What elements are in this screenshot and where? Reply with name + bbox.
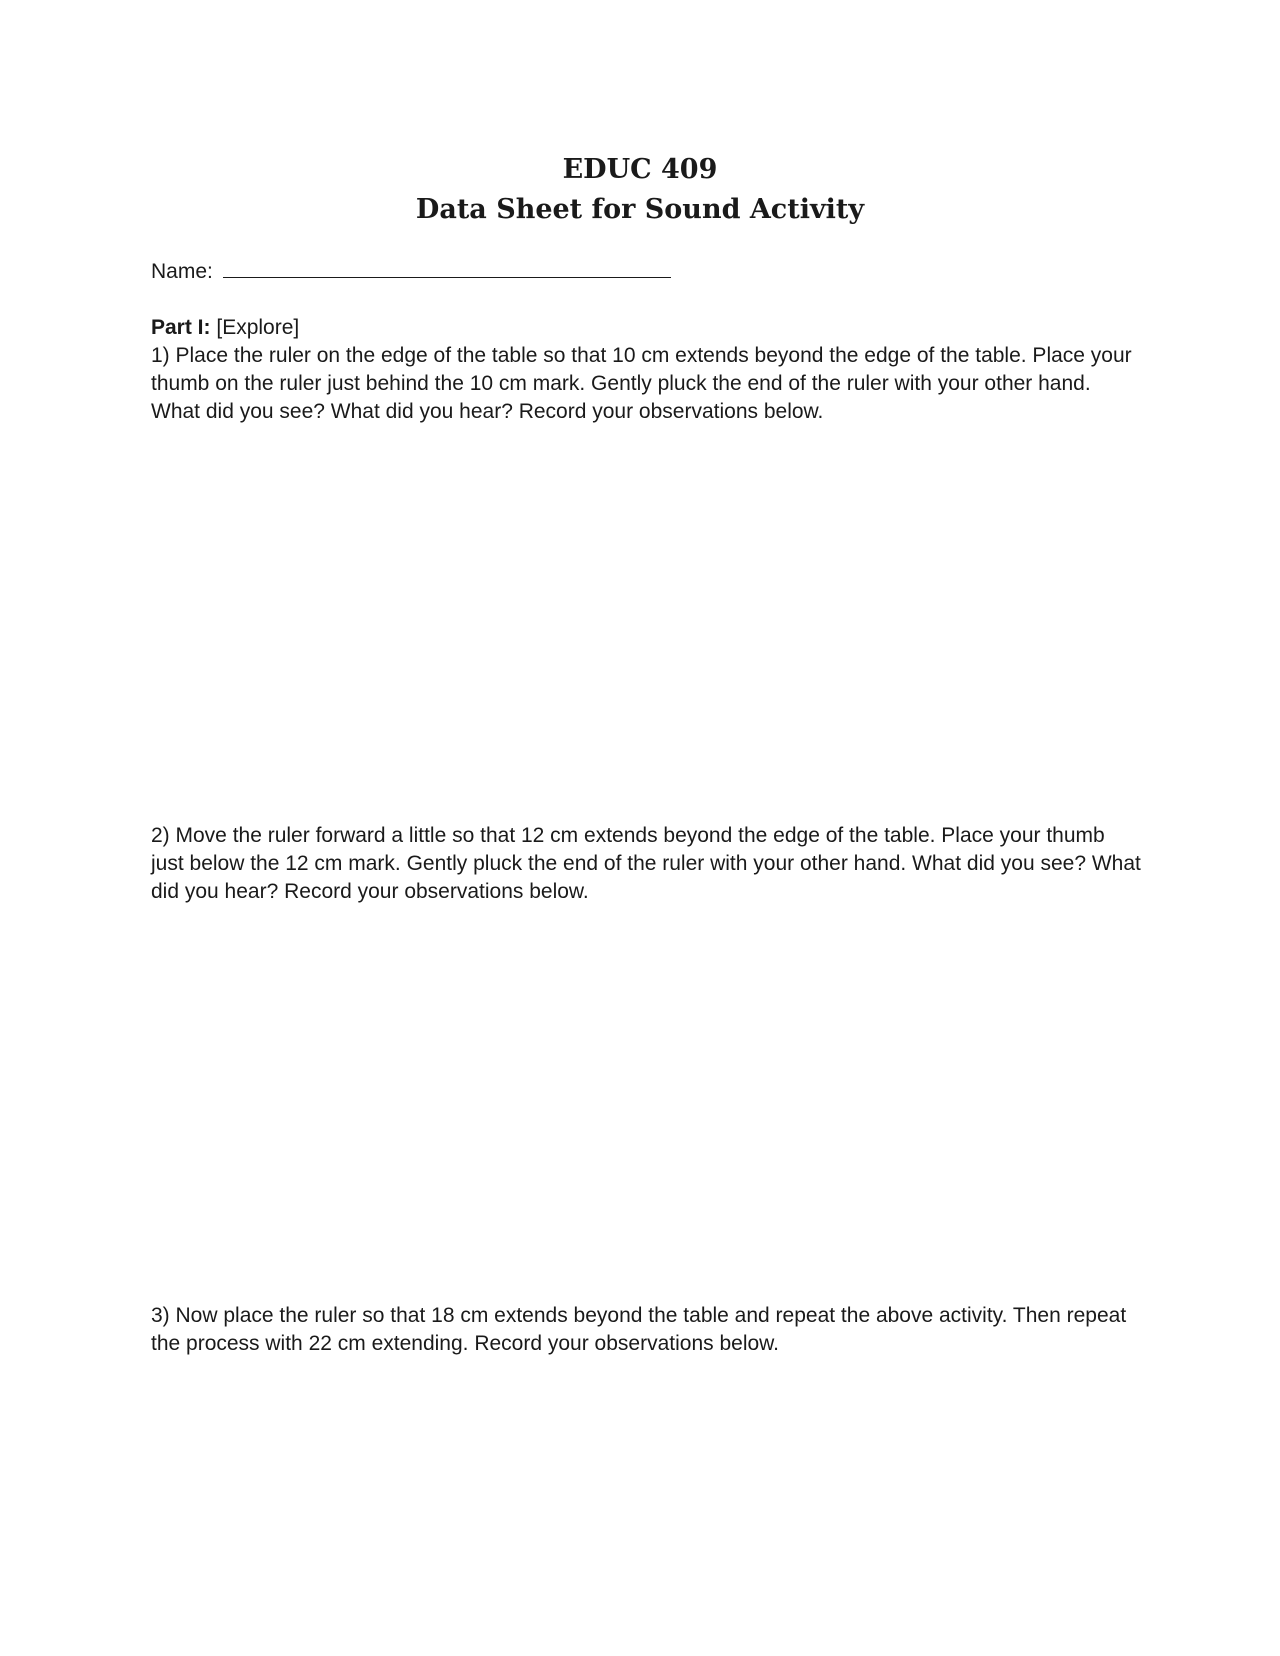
question-3: 3) Now place the ruler so that 18 cm extends beyond the table and repeat the above activity. Then repeat the process with 22 cm extending. Record your observations below. [151,1304,1127,1355]
name-field-row [151,258,671,286]
part-heading [151,314,299,342]
question-1: 1) Place the ruler on the edge of the table so that 10 cm extends beyond the edge of the table. Place your thumb on the ruler just behind the 10 cm mark. Gently pluck the end of the ruler with your other hand. What did you see? What did you hear? Record your observations below. [151,344,1132,423]
part-tag: [Explore] [216,316,300,339]
part-label: Part I: [151,316,211,339]
question-2: 2) Move the ruler forward a little so that 12 cm extends beyond the edge of the table. Place your thumb just below the 12 cm mark. Gently pluck the end of the ruler with your other hand. What did you see? What did you hear? Record your observations below. [151,824,1141,903]
course-title: EDUC 409 [562,154,718,185]
title-block [0,150,1280,230]
name-blank-line[interactable] [223,259,671,278]
page-title: Data Sheet for Sound Activity [415,194,865,225]
name-label: Name: [151,260,213,283]
